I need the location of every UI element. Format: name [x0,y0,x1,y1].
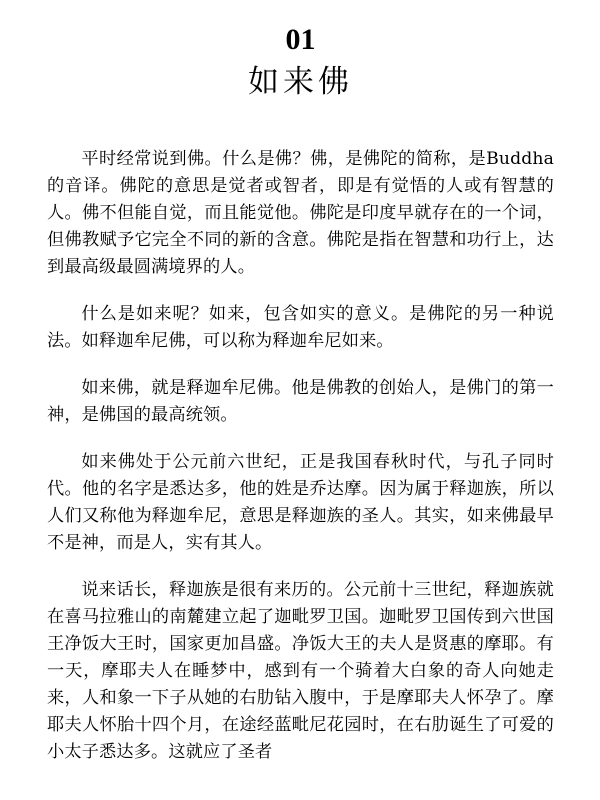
paragraph-4: 如来佛处于公元前六世纪，正是我国春秋时代，与孔子同时代。他的名字是悉达多，他的姓是乔达摩。因为属于释迦族，所以人们又称他为释迦牟尼，意思是释迦族的圣人。其实，如来佛最早不是神，而是人，实有其人。 [47,452,554,553]
chapter-number: 01 [285,23,316,56]
paragraph-1: 平时经常说到佛。什么是佛？佛，是佛陀的简称，是Buddha的音译。佛陀的意思是觉者或智者，即是有觉悟的人或有智慧的人。佛不但能自觉，而且能觉他。佛陀是印度早就存在的一个词，但佛教赋予它完全不同的新的含意。佛陀是指在智慧和功行上，达到最高级最圆满境界的人。 [47,149,554,277]
paragraph-5: 说来话长，释迦族是很有来历的。公元前十三世纪，释迦族就在喜马拉雅山的南麓建立起了迦毗罗卫国。迦毗罗卫国传到六世国王净饭大王时，国家更加昌盛。净饭大王的夫人是贤惠的摩耶。有一天，摩耶夫人在睡梦中，感到有一个骑着大白象的奇人向她走来，人和象一下子从她的右肋钻入腹中，于是摩耶夫人怀孕了。摩耶夫人怀胎十四个月，在途经蓝毗尼花园时，在右肋诞生了可爱的小太子悉达多。这就应了圣者 [47,580,554,762]
chapter-body [47,146,554,766]
paragraph-3: 如来佛，就是释迦牟尼佛。他是佛教的创始人，是佛门的第一神，是佛国的最高统领。 [47,378,554,425]
chapter-title: 如来佛 [248,64,353,100]
paragraph-2: 什么是如来呢？如来，包含如实的意义。是佛陀的另一种说法。如释迦牟尼佛，可以称为释迦牟尼如来。 [47,304,554,351]
